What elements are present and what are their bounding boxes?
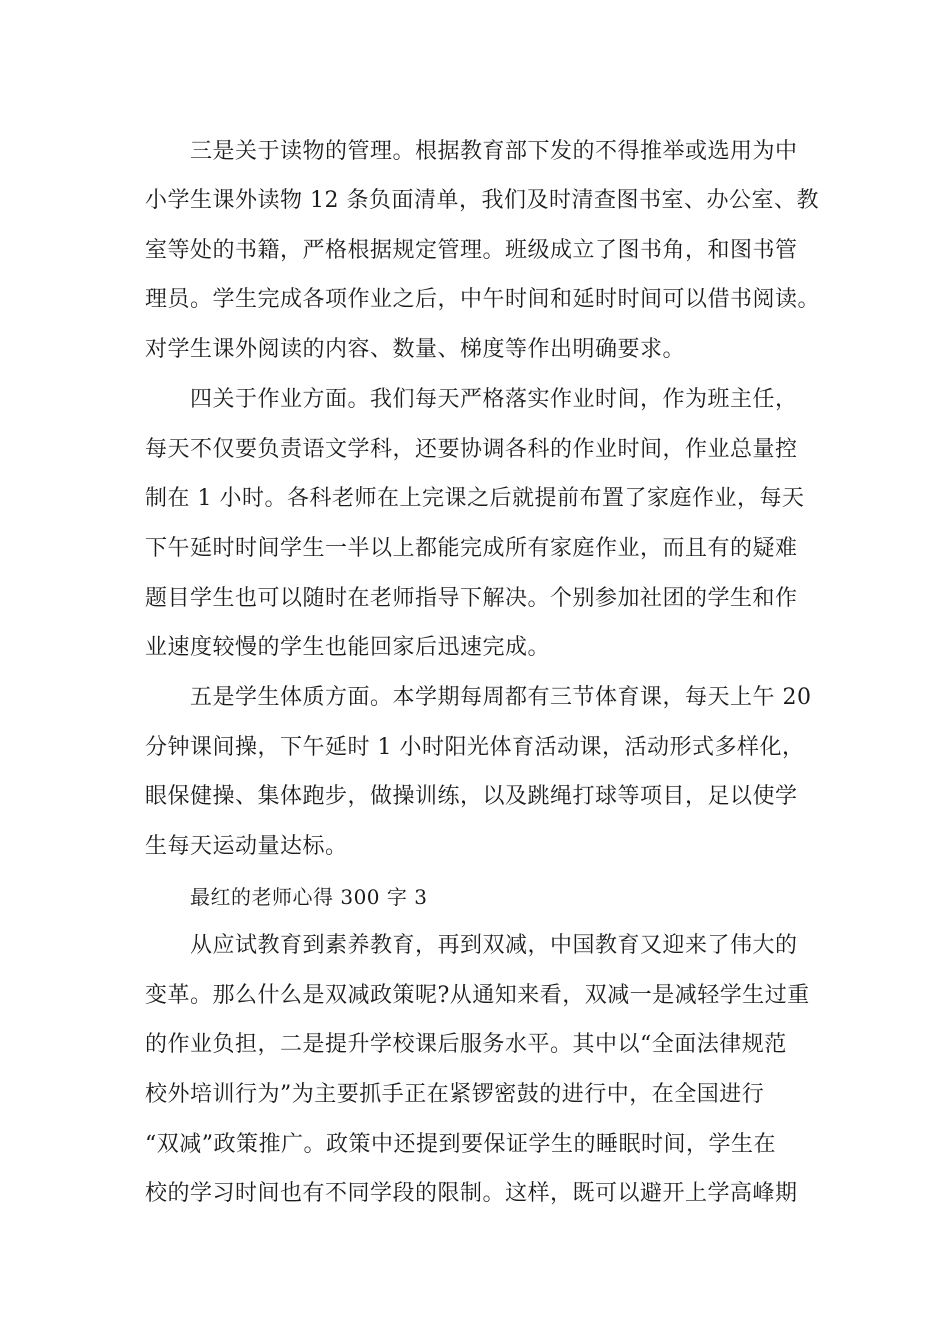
paragraph-line: 变革。那么什么是双减政策呢?从通知来看，双减一是减轻学生过重 <box>145 983 810 1008</box>
paragraph-line: 分钟课间操，下午延时 1 小时阳光体育活动课，活动形式多样化， <box>145 735 805 760</box>
paragraph-line: 从应试教育到素养教育，再到双减，中国教育又迎来了伟大的 <box>190 933 798 958</box>
paragraph-line: 每天不仅要负责语文学科，还要协调各科的作业时间，作业总量控 <box>145 437 798 462</box>
paragraph-line: 眼保健操、集体跑步，做操训练，以及跳绳打球等项目，足以使学 <box>145 784 798 809</box>
paragraph-line: 校的学习时间也有不同学段的限制。这样，既可以避开上学高峰期 <box>145 1181 798 1206</box>
paragraph-line: 室等处的书籍，严格根据规定管理。班级成立了图书角，和图书管 <box>145 238 798 263</box>
paragraph-line: 制在 1 小时。各科老师在上完课之后就提前布置了家庭作业，每天 <box>145 486 805 511</box>
paragraph-line: 业速度较慢的学生也能回家后迅速完成。 <box>145 635 551 660</box>
paragraph-line: 三是关于读物的管理。根据教育部下发的不得推举或选用为中 <box>190 139 798 164</box>
paragraph-line: 理员。学生完成各项作业之后，中午时间和延时时间可以借书阅读。 <box>145 287 821 312</box>
paragraph-line: 下午延时时间学生一半以上都能完成所有家庭作业，而且有的疑难 <box>145 536 798 561</box>
paragraph-line: 校外培训行为”为主要抓手正在紧锣密鼓的进行中，在全国进行 <box>145 1082 765 1107</box>
paragraph-line: “双减”政策推广。政策中还提到要保证学生的睡眠时间，学生在 <box>145 1132 776 1157</box>
paragraph-line: 题目学生也可以随时在老师指导下解决。个别参加社团的学生和作 <box>145 586 798 611</box>
paragraph-line: 小学生课外读物 12 条负面清单，我们及时清查图书室、办公室、教 <box>145 188 819 213</box>
paragraph-line: 五是学生体质方面。本学期每周都有三节体育课，每天上午 20 <box>190 685 812 710</box>
paragraph-line: 四关于作业方面。我们每天严格落实作业时间，作为班主任， <box>190 387 798 412</box>
paragraph-line: 对学生课外阅读的内容、数量、梯度等作出明确要求。 <box>145 337 686 362</box>
paragraph-line: 的作业负担，二是提升学校课后服务水平。其中以“全面法律规范 <box>145 1032 787 1057</box>
paragraph-line: 生每天运动量达标。 <box>145 834 348 859</box>
section-heading: 最红的老师心得 300 字 3 <box>190 885 428 909</box>
